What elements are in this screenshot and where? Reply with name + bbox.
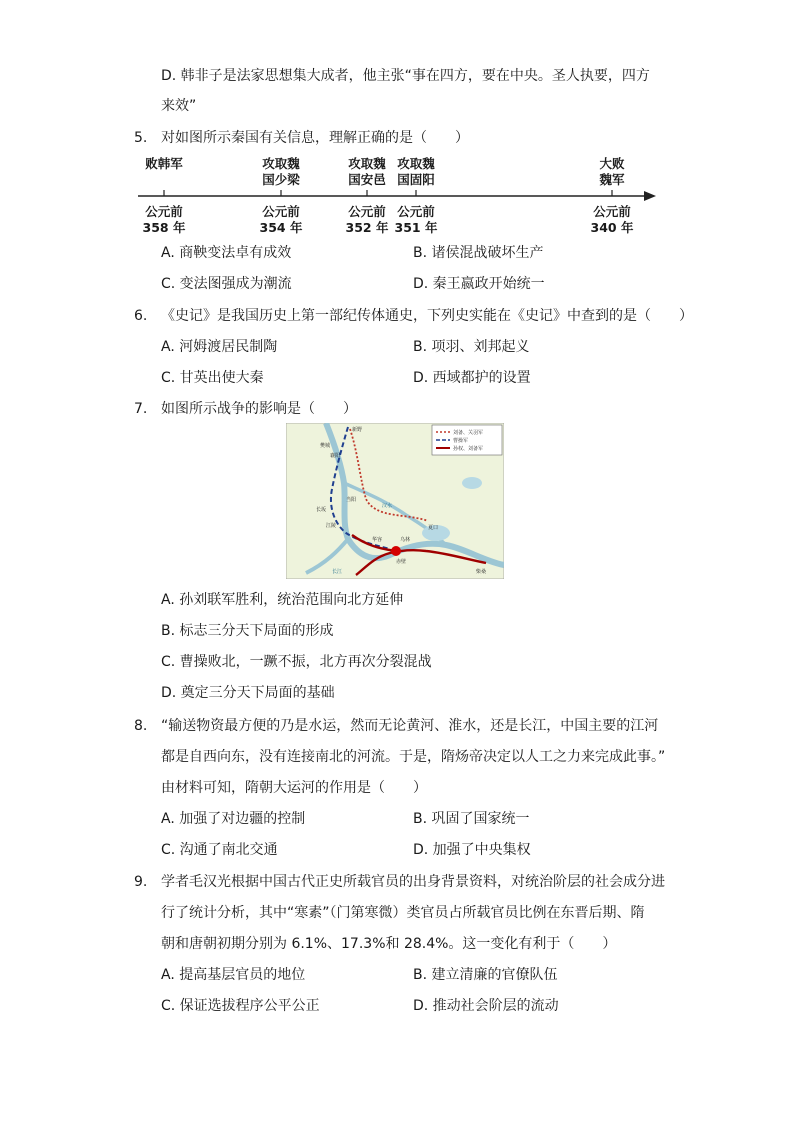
timeline-event-label: 败韩军 <box>145 156 183 171</box>
timeline-event-year: 公元前 351 年 <box>394 204 438 235</box>
q7-battle-map <box>286 423 504 579</box>
q8-stem-line3: 由材料可知，隋朝大运河的作用是（ ） <box>161 780 427 796</box>
q4-option-d-cont: 来效” <box>161 98 197 114</box>
battle-map-image <box>286 423 504 579</box>
battle-marker-icon <box>391 546 401 556</box>
q8-stem-line2: 都是自西向东，没有连接南北的河流。于是，隋炀帝决定以人工之力来完成此事。” <box>161 749 666 765</box>
q8-option-b[interactable]: B. 巩固了国家统一 <box>413 811 530 827</box>
legend-cao: 曹操军 <box>453 438 469 444</box>
q6-number: 6. <box>134 308 148 324</box>
timeline-event-label: 攻取魏 国少梁 <box>262 156 300 187</box>
q5-timeline <box>134 152 664 242</box>
place-wulin: 乌林 <box>400 537 411 543</box>
place-hanshui: 汉水 <box>382 503 393 509</box>
q8-option-d[interactable]: D. 加强了中央集权 <box>413 842 531 858</box>
q6-option-c[interactable]: C. 甘英出使大秦 <box>161 370 264 386</box>
q9-number: 9. <box>134 874 148 890</box>
q6-option-b[interactable]: B. 项羽、刘邦起义 <box>413 339 530 355</box>
q7-number: 7. <box>134 401 148 417</box>
place-dangyang: 当阳 <box>346 497 357 503</box>
q5-number: 5. <box>134 130 148 146</box>
q6-option-d[interactable]: D. 西域都护的设置 <box>413 370 531 386</box>
timeline-event-year: 公元前 358 年 <box>142 204 186 235</box>
place-xinye: 新野 <box>352 427 363 433</box>
q9-stem-line2: 行了统计分析，其中“寒素”（门第寒微）类官员占所载官员比例在东晋后期、隋 <box>161 905 645 921</box>
q7-option-a[interactable]: A. 孙刘联军胜利，统治范围向北方延伸 <box>161 592 404 608</box>
timeline-event-label: 攻取魏 国安邑 <box>348 156 386 187</box>
q9-stem-line1: 学者毛汉光根据中国古代正史所载官员的出身背景资料，对统治阶层的社会成分进 <box>161 874 665 890</box>
q4-option-d: D. 韩非子是法家思想集大成者，他主张“事在四方，要在中央。圣人执要，四方 <box>161 68 650 84</box>
q5-option-c[interactable]: C. 变法图强成为潮流 <box>161 276 292 292</box>
q8-number: 8. <box>134 718 148 734</box>
q9-stem-line3: 朝和唐朝初期分别为 6.1%、17.3%和 28.4%。这一变化有利于（ ） <box>161 936 617 952</box>
place-xiangyang: 襄阳 <box>330 453 341 459</box>
timeline-arrow-icon <box>644 191 656 201</box>
q7-stem: 如图所示战争的影响是（ ） <box>161 401 357 417</box>
place-jiangling: 江陵 <box>326 523 337 529</box>
legend-liu-guan: 刘备、关羽军 <box>453 430 484 436</box>
q9-option-a[interactable]: A. 提高基层官员的地位 <box>161 967 306 983</box>
legend-sun-liu: 孙权、刘备军 <box>453 446 484 452</box>
q6-option-a[interactable]: A. 河姆渡居民制陶 <box>161 339 278 355</box>
q8-option-c[interactable]: C. 沟通了南北交通 <box>161 842 278 858</box>
q9-option-b[interactable]: B. 建立清廉的官僚队伍 <box>413 967 558 983</box>
q6-stem: 《史记》是我国历史上第一部纪传体通史，下列史实能在《史记》中查到的是（ ） <box>161 308 693 324</box>
q5-option-b[interactable]: B. 诸侯混战破坏生产 <box>413 245 544 261</box>
q9-option-d[interactable]: D. 推动社会阶层的流动 <box>413 998 559 1014</box>
q7-option-c[interactable]: C. 曹操败北，一蹶不振，北方再次分裂混战 <box>161 654 432 670</box>
place-xiakou: 夏口 <box>428 525 439 531</box>
timeline-event-label: 大败 魏军 <box>599 156 625 187</box>
place-changjiang: 长江 <box>332 569 343 575</box>
place-huarong: 华容 <box>372 537 383 543</box>
q8-option-a[interactable]: A. 加强了对边疆的控制 <box>161 811 306 827</box>
timeline-event-label: 攻取魏 国固阳 <box>397 156 435 187</box>
q7-option-d[interactable]: D. 奠定三分天下局面的基础 <box>161 685 335 701</box>
q5-option-d[interactable]: D. 秦王嬴政开始统一 <box>413 276 545 292</box>
timeline-event-year: 公元前 340 年 <box>590 204 634 235</box>
q7-option-b[interactable]: B. 标志三分天下局面的形成 <box>161 623 334 639</box>
q5-option-a[interactable]: A. 商鞅变法卓有成效 <box>161 245 292 261</box>
timeline-event-year: 公元前 352 年 <box>345 204 389 235</box>
place-changban: 长坂 <box>316 507 327 513</box>
place-fancheng: 樊城 <box>320 443 331 449</box>
timeline-event-year: 公元前 354 年 <box>259 204 303 235</box>
place-chaisang: 柴桑 <box>476 569 487 575</box>
q8-stem-line1: “输送物资最方便的乃是水运，然而无论黄河、淮水，还是长江，中国主要的江河 <box>161 718 659 734</box>
q5-stem: 对如图所示秦国有关信息，理解正确的是（ ） <box>161 130 469 146</box>
place-chibi: 赤壁 <box>396 559 407 565</box>
q9-option-c[interactable]: C. 保证选拔程序公平公正 <box>161 998 320 1014</box>
